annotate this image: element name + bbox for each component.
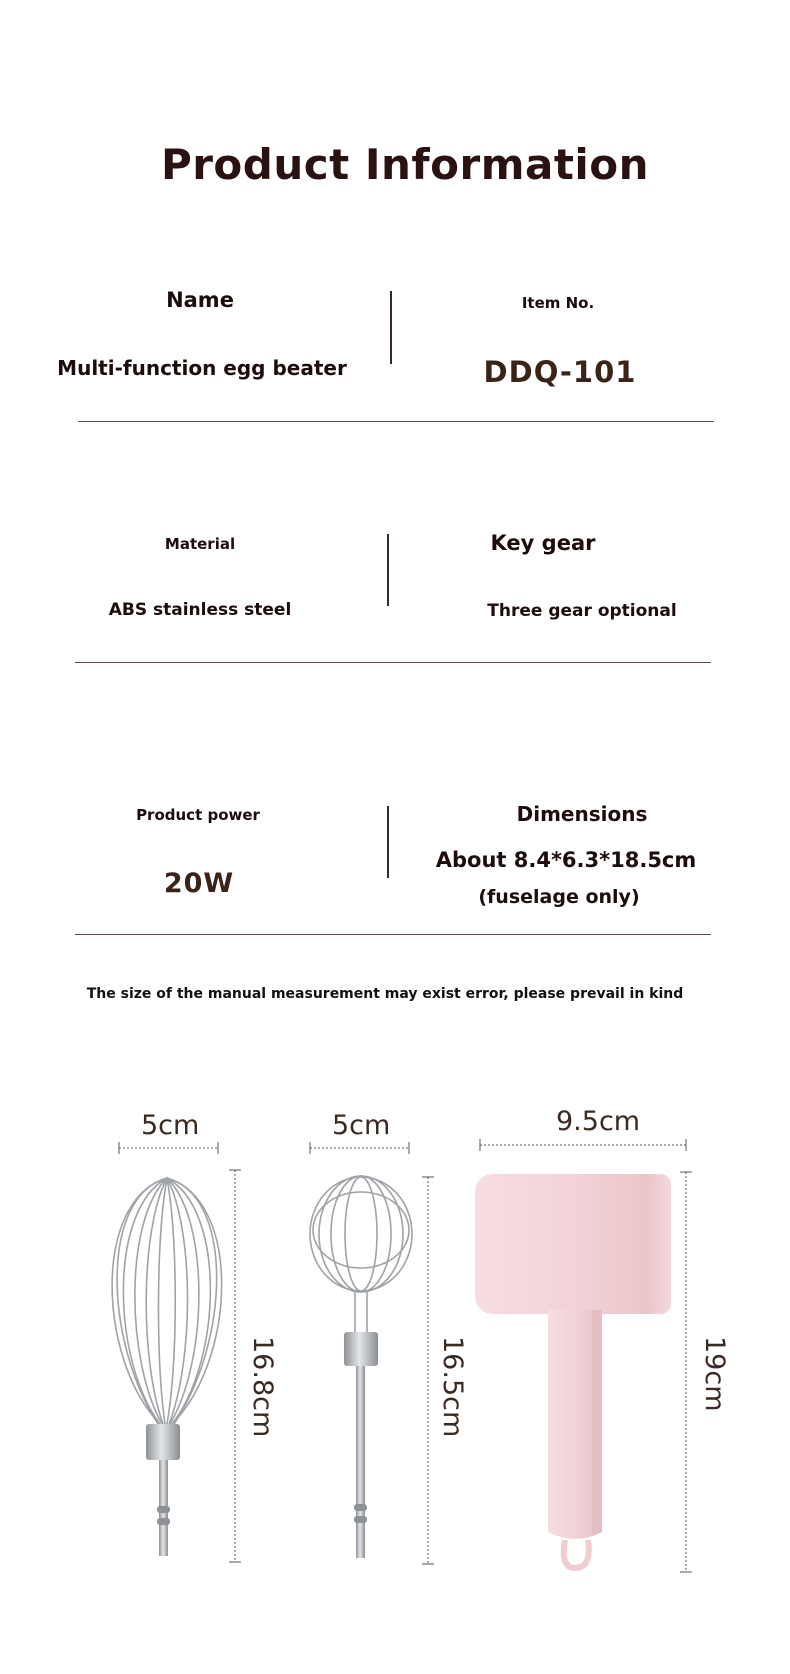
item-no-label: Item No. — [521, 294, 595, 312]
whisk-height-label: 16.8cm — [247, 1336, 278, 1438]
key-gear-label: Key gear — [490, 531, 596, 555]
beater-height-label: 16.5cm — [437, 1336, 468, 1438]
dimensions-value: About 8.4*6.3*18.5cm — [435, 848, 697, 872]
whisk-collar — [146, 1424, 180, 1460]
balloon-whisk — [112, 1178, 222, 1424]
whisk-width-label: 5cm — [141, 1110, 200, 1141]
dimensions-note: (fuselage only) — [478, 886, 640, 908]
key-gear-value: Three gear optional — [487, 601, 677, 621]
dimensions-label: Dimensions — [516, 802, 648, 826]
power-label: Product power — [136, 806, 260, 824]
beater-collar — [344, 1332, 378, 1366]
beater-shaft — [356, 1366, 365, 1558]
name-value: Multi-function egg beater — [57, 356, 347, 380]
beater-width-label: 5cm — [332, 1110, 391, 1141]
measurement-note: The size of the manual measurement may exist error, please prevail in kind — [86, 986, 684, 1002]
material-value: ABS stainless steel — [108, 600, 292, 620]
body-height-label: 19cm — [699, 1336, 730, 1412]
body-width-label: 9.5cm — [556, 1106, 641, 1137]
page-title: Product Information — [160, 140, 650, 189]
name-label: Name — [166, 288, 234, 312]
round-beater — [310, 1176, 412, 1332]
item-no-value: DDQ-101 — [483, 355, 637, 389]
mixer-body — [475, 1174, 671, 1568]
power-value: 20W — [163, 868, 235, 899]
material-label: Material — [164, 535, 236, 553]
